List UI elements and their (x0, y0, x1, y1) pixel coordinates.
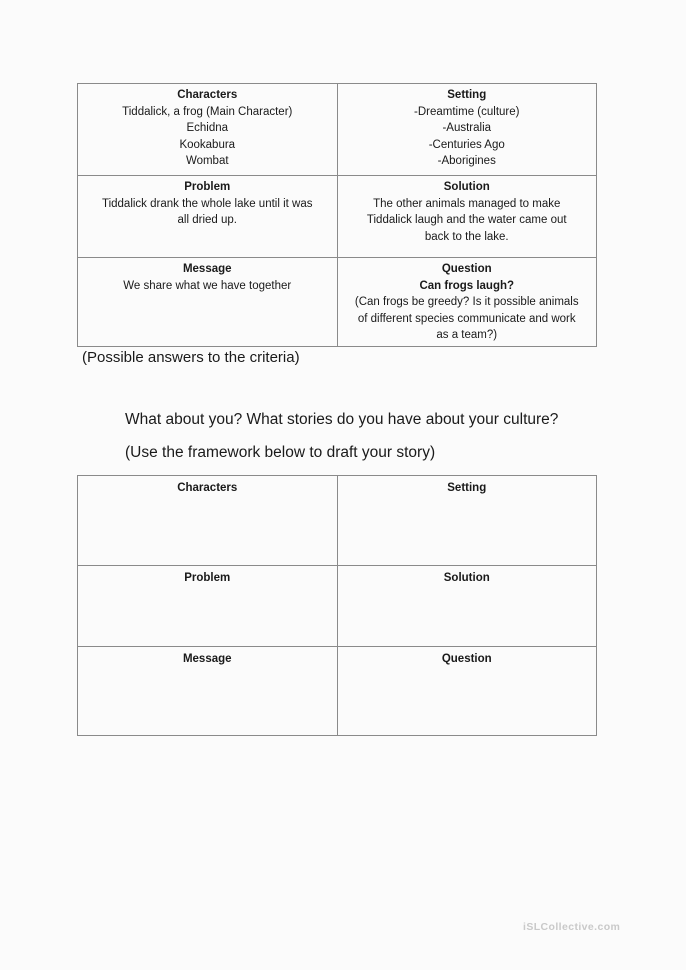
solution-cell (337, 176, 597, 258)
question-line: (Can frogs be greedy? Is it possible animals (354, 296, 579, 308)
problem-line: Tiddalick drank the whole lake until it was (101, 197, 313, 210)
message-line: We share what we have together (123, 279, 292, 292)
solution-line: The other animals managed to make (373, 197, 561, 210)
draft-message-title: Message (182, 653, 232, 665)
draft-setting-cell[interactable] (337, 476, 597, 566)
message-title: Message (182, 263, 232, 275)
characters-title: Characters (177, 89, 238, 101)
characters-line: Tiddalick, a frog (Main Character) (122, 105, 293, 118)
answers-row-characters-setting (78, 84, 597, 176)
setting-line: -Aborigines (437, 155, 496, 167)
characters-line: Kookabura (179, 138, 236, 151)
islcollective-watermark: iSLCollective.com (523, 921, 621, 933)
characters-line: Echidna (186, 122, 229, 134)
question-line: of different species communicate and work (357, 312, 576, 325)
question-line: as a team?) (436, 329, 498, 341)
solution-line: Tiddalick laugh and the water came out (366, 214, 567, 226)
problem-title: Problem (184, 181, 231, 193)
characters-cell (78, 84, 338, 176)
draft-table (77, 475, 597, 736)
setting-title: Setting (447, 89, 487, 101)
answers-row-problem-solution (78, 176, 597, 258)
draft-message-cell[interactable] (78, 647, 338, 736)
answers-table (77, 83, 597, 347)
setting-line: -Centuries Ago (428, 138, 505, 151)
question-cell (337, 258, 597, 347)
setting-line: -Dreamtime (culture) (414, 105, 520, 118)
solution-title: Solution (443, 181, 490, 193)
problem-cell (78, 176, 338, 258)
draft-characters-title: Characters (177, 482, 238, 494)
setting-line: -Australia (442, 122, 492, 134)
draft-row-characters-setting (78, 476, 597, 566)
draft-solution-cell[interactable] (337, 566, 597, 647)
answers-row-message-question (78, 258, 597, 347)
solution-line: back to the lake. (424, 230, 509, 243)
message-cell (78, 258, 338, 347)
draft-problem-title: Problem (184, 572, 231, 584)
problem-line: all dried up. (177, 214, 237, 226)
draft-instruction: (Use the framework below to draft your story) (125, 444, 436, 461)
setting-cell (337, 84, 597, 176)
draft-problem-cell[interactable] (78, 566, 338, 647)
question-title: Question (441, 263, 492, 275)
possible-answers-note: (Possible answers to the criteria) (82, 349, 300, 366)
culture-prompt: What about you? What stories do you have about your culture? (125, 411, 559, 428)
characters-line: Wombat (185, 155, 229, 167)
draft-row-message-question (78, 647, 597, 736)
draft-question-cell[interactable] (337, 647, 597, 736)
draft-row-problem-solution (78, 566, 597, 647)
question-main: Can frogs laugh? (419, 279, 515, 292)
draft-solution-title: Solution (443, 572, 490, 584)
draft-question-title: Question (441, 653, 492, 665)
draft-setting-title: Setting (447, 482, 487, 494)
draft-characters-cell[interactable] (78, 476, 338, 566)
